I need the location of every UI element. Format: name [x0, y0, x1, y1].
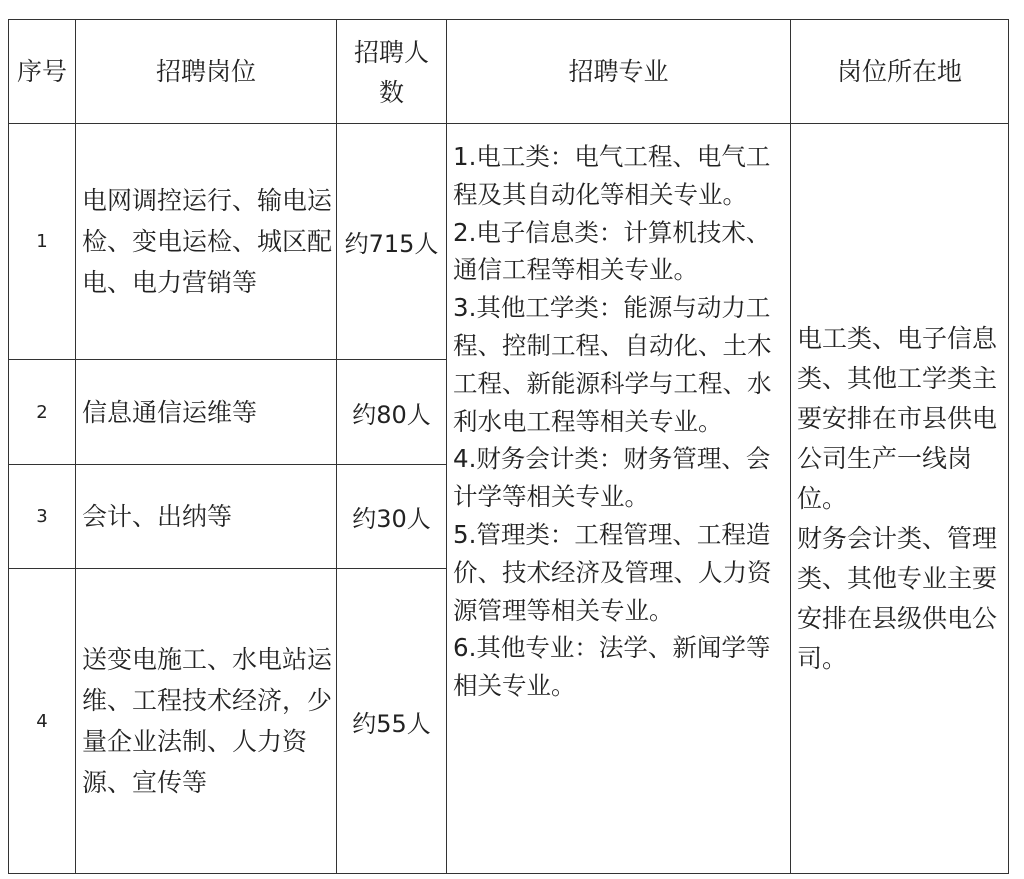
- table-row: [9, 124, 1009, 360]
- recruitment-table: [8, 19, 1009, 874]
- header-majors: 招聘专业: [447, 20, 791, 124]
- header-seq: 序号: [9, 20, 76, 124]
- row-post: 送变电施工、水电站运维、工程技术经济，少量企业法制、人力资源、宣传等: [76, 569, 337, 874]
- row-post: 电网调控运行、输电运检、变电运检、城区配电、电力营销等: [76, 124, 337, 360]
- table-header-row: [9, 20, 1009, 124]
- row-count: 约715人: [337, 124, 447, 360]
- header-count-line1: 招聘人: [353, 37, 429, 67]
- major-item: 6.其他专业：法学、新闻学等相关专业。: [453, 633, 771, 701]
- major-item: 3.其他工学类：能源与动力工程、控制工程、自动化、土木工程、新能源科学与工程、水利水电工程等相关专业。: [453, 293, 772, 436]
- row-seq: 4: [9, 569, 76, 874]
- row-seq: 3: [9, 465, 76, 569]
- recruitment-table-container: [8, 19, 1009, 874]
- location-item: 电工类、电子信息类、其他工学类主要安排在市县供电公司生产一线岗位。: [797, 323, 998, 513]
- major-item: 1.电工类：电气工程、电气工程及其自动化等相关专业。: [453, 142, 771, 209]
- header-count-line2: 数: [378, 77, 404, 107]
- row-seq: 2: [9, 360, 76, 465]
- header-post: 招聘岗位: [76, 20, 337, 124]
- location-cell: [791, 124, 1009, 874]
- row-count: 约30人: [337, 465, 447, 569]
- row-post: 信息通信运维等: [76, 360, 337, 465]
- header-location: 岗位所在地: [791, 20, 1009, 124]
- major-item: 2.电子信息类：计算机技术、通信工程等相关专业。: [453, 217, 771, 285]
- location-item: 财务会计类、管理类、其他专业主要安排在县级供电公司。: [797, 523, 998, 673]
- major-item: 5.管理类：工程管理、工程造价、技术经济及管理、人力资源管理等相关专业。: [453, 519, 772, 625]
- major-item: 4.财务会计类：财务管理、会计学等相关专业。: [453, 444, 771, 512]
- header-count: [337, 20, 447, 124]
- row-count: 约80人: [337, 360, 447, 465]
- row-count: 约55人: [337, 569, 447, 874]
- row-seq: 1: [9, 124, 76, 360]
- row-post: 会计、出纳等: [76, 465, 337, 569]
- majors-cell: [447, 124, 791, 874]
